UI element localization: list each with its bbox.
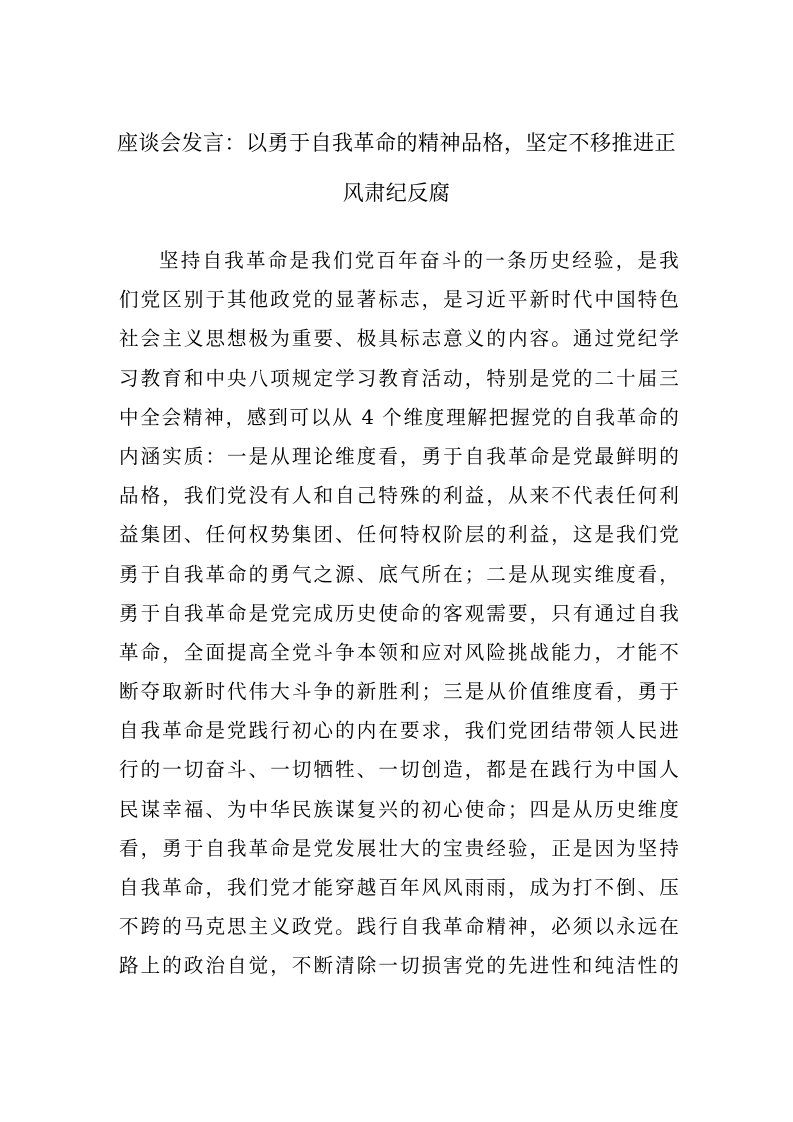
body-line: 民谋幸福、为中华民族谋复兴的初心使命；四是从历史维度 <box>119 797 679 821</box>
body-line: 行的一切奋斗、一切牺牲、一切创造，都是在践行为中国人 <box>119 758 679 782</box>
body-line: 勇于自我革命是党完成历史使命的客观需要，只有通过自我 <box>119 601 679 625</box>
body-paragraph <box>119 241 679 986</box>
body-line: 社会主义思想极为重要、极具标志意义的内容。通过党纪学 <box>119 327 679 351</box>
body-line: 自我革命是党践行初心的内在要求，我们党团结带领人民进 <box>119 719 679 743</box>
document-title <box>110 118 683 218</box>
body-line: 革命，全面提高全党斗争本领和应对风险挑战能力，才能不 <box>119 640 679 664</box>
body-line: 品格，我们党没有人和自己特殊的利益，从来不代表任何利 <box>119 484 679 508</box>
title-line-1: 座谈会发言：以勇于自我革命的精神品格，坚定不移推进正 <box>117 131 676 155</box>
body-line: 习教育和中央八项规定学习教育活动，特别是党的二十届三 <box>119 366 679 390</box>
body-line: 们党区别于其他政党的显著标志，是习近平新时代中国特色 <box>119 288 679 312</box>
body-line: 看，勇于自我革命是党发展壮大的宝贵经验，正是因为坚持 <box>119 836 679 860</box>
body-line: 自我革命，我们党才能穿越百年风风雨雨，成为打不倒、压 <box>119 876 679 899</box>
body-line: 内涵实质：一是从理论维度看，勇于自我革命是党最鲜明的 <box>119 444 679 468</box>
body-line: 断夺取新时代伟大斗争的新胜利；三是从价值维度看，勇于 <box>119 680 679 704</box>
body-line: 坚持自我革命是我们党百年奋斗的一条历史经验，是我 <box>159 249 679 272</box>
body-line: 中全会精神，感到可以从 4 个维度理解把握党的自我革命的 <box>119 405 679 429</box>
title-line-2: 风肃纪反腐 <box>342 181 451 205</box>
body-line: 益集团、任何权势集团、任何特权阶层的利益，这是我们党 <box>119 523 679 547</box>
body-line: 不跨的马克思主义政党。践行自我革命精神，必须以永远在 <box>119 915 679 939</box>
body-line: 路上的政治自觉，不断清除一切损害党的先进性和纯洁性的 <box>119 954 679 978</box>
body-line: 勇于自我革命的勇气之源、底气所在；二是从现实维度看， <box>119 562 679 586</box>
